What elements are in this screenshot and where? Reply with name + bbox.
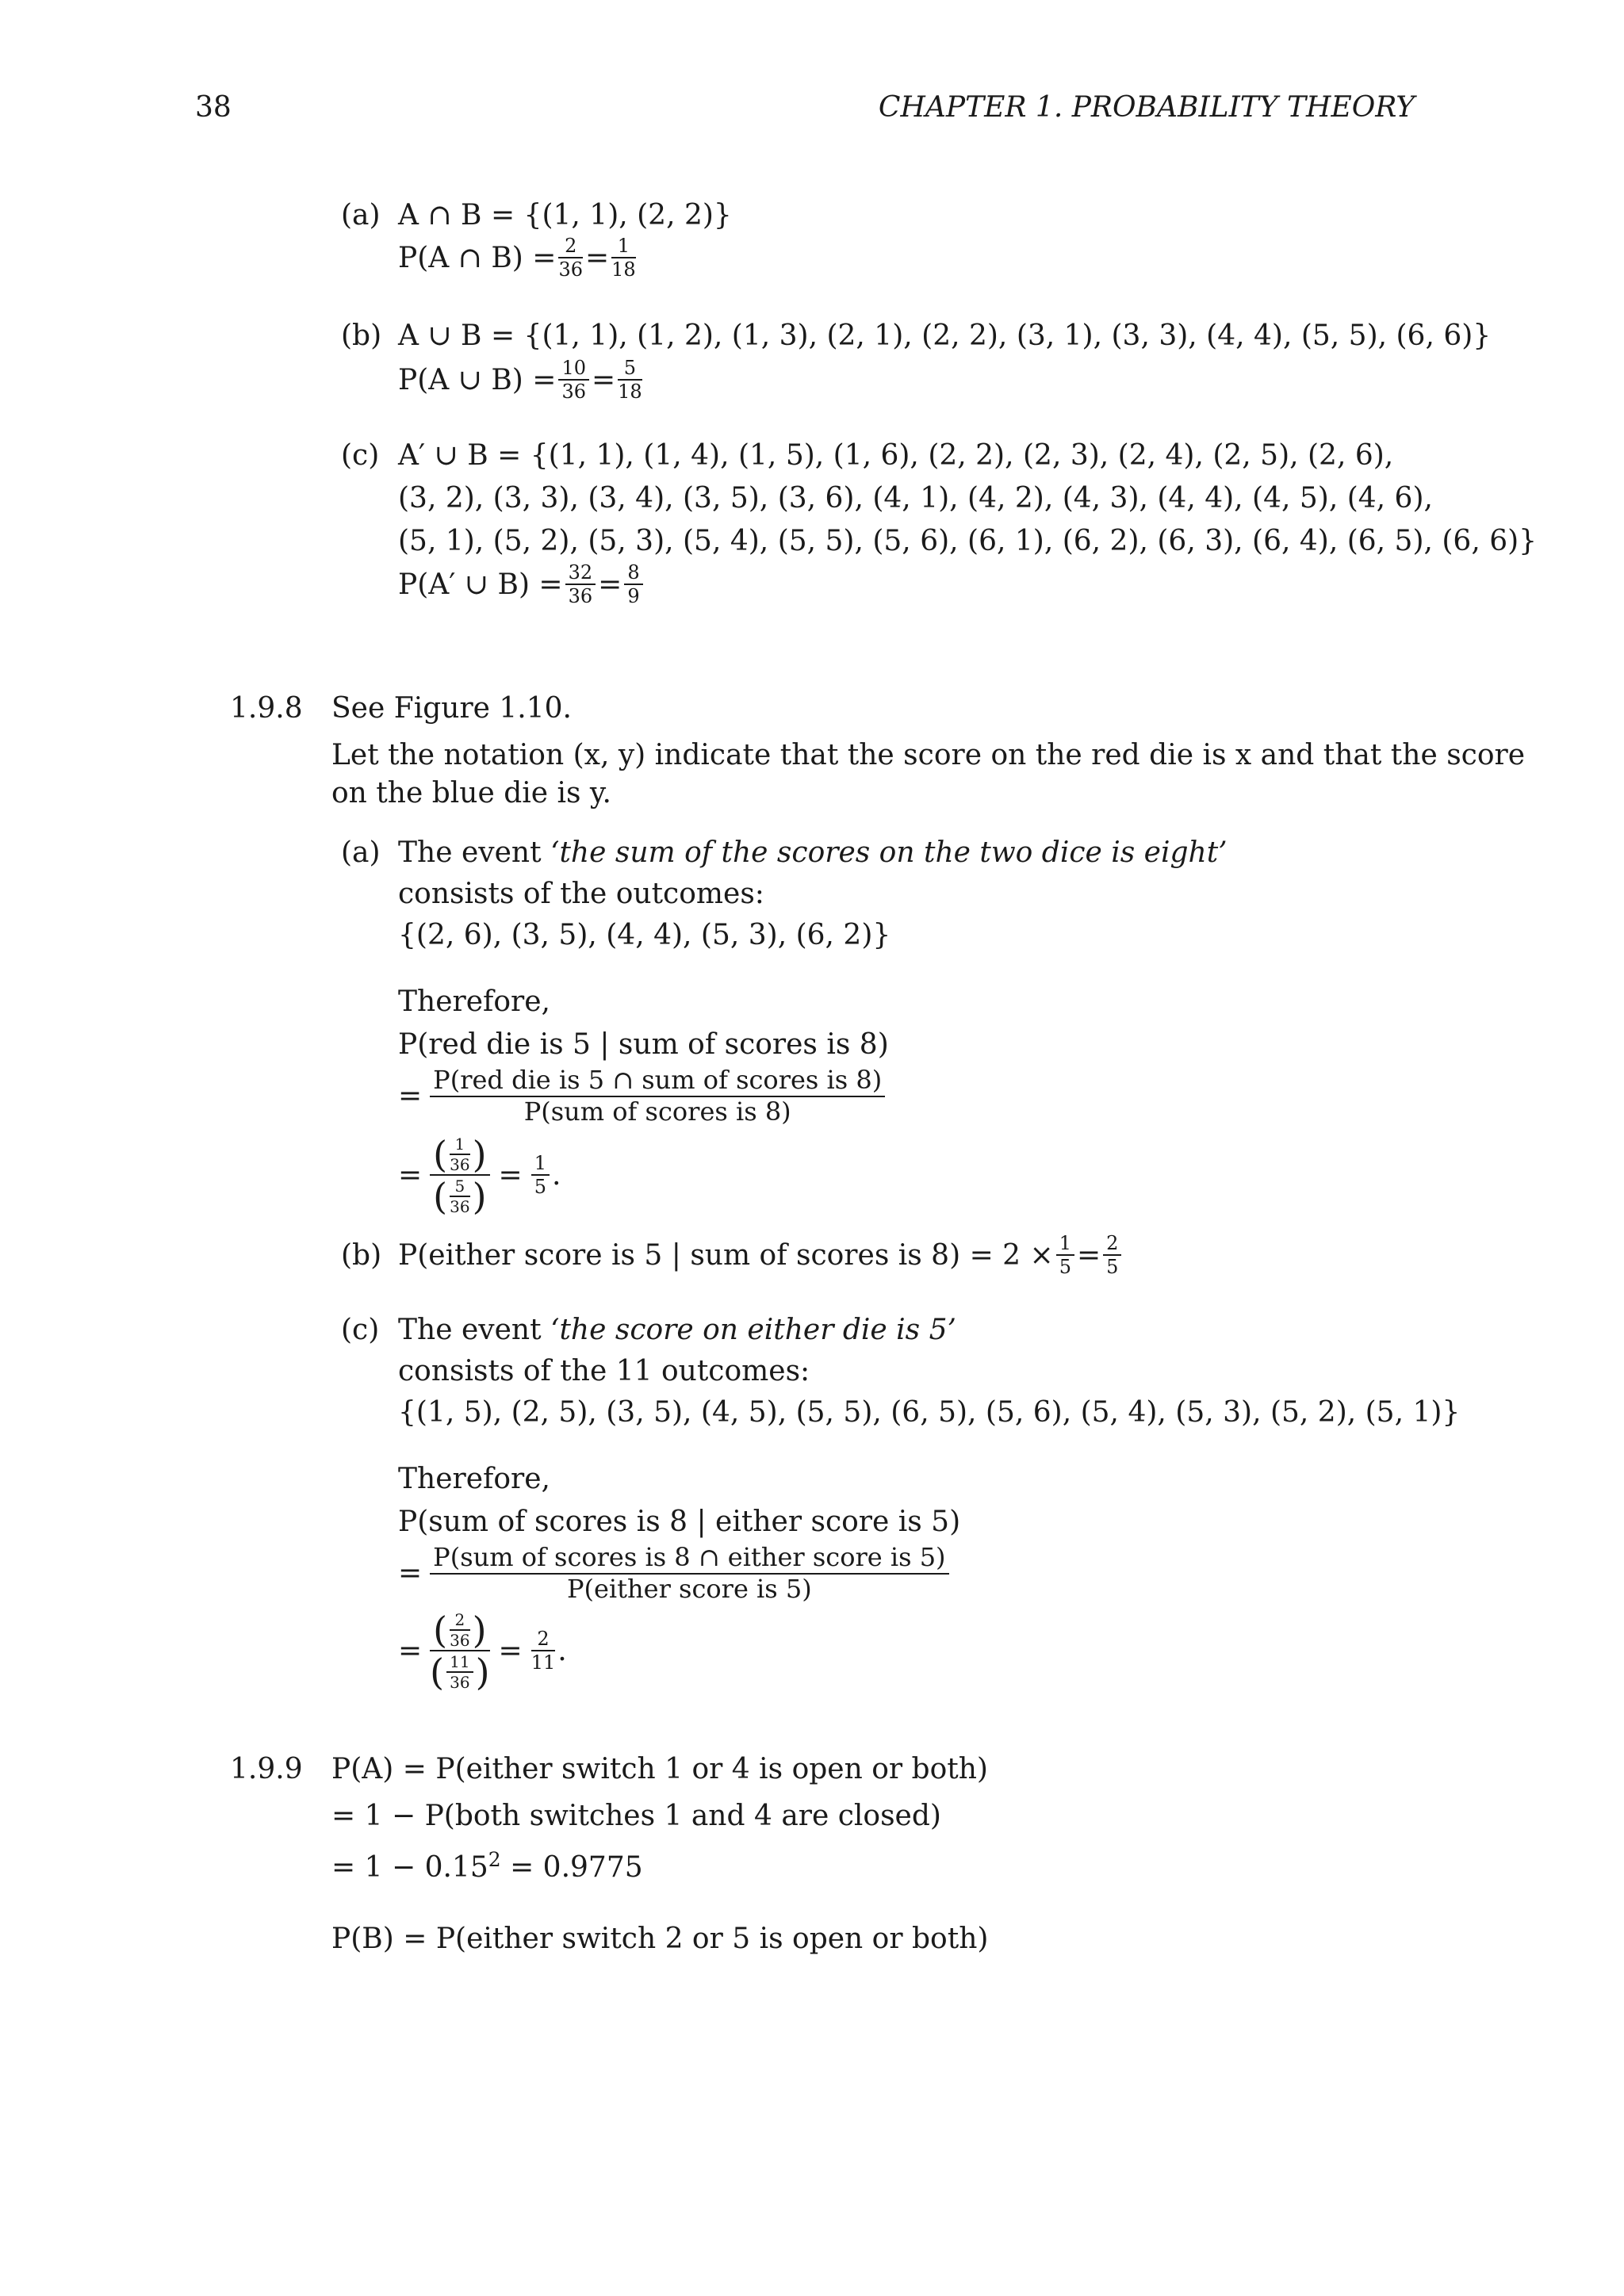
- see-figure-text: See Figure 1.10.: [331, 692, 572, 725]
- fraction-numerator: ( $\frac{1}{36}$ ): [430, 1135, 489, 1176]
- fraction: [618, 358, 642, 402]
- equals-sign: =: [398, 1158, 423, 1192]
- event-description: ‘the score on either die is 5’: [550, 1314, 956, 1346]
- fraction-numerator: P(red die is 5 ∩ sum of scores is 8): [430, 1067, 885, 1097]
- fraction-denominator: 5: [1059, 1256, 1071, 1279]
- equals-sign: =: [584, 241, 610, 274]
- fraction: [624, 563, 642, 607]
- part-a-probability: [398, 236, 638, 280]
- notation-line-1: Let the notation (x, y) indicate that the score on the red die is x and that the score: [331, 739, 1526, 771]
- s198-a-event: [398, 836, 1228, 869]
- equals-sign: =: [498, 1158, 523, 1192]
- s199-line-3-pre: = 1 − 0.15: [331, 1851, 488, 1884]
- fraction-numerator: P(sum of scores is 8 ∩ either score is 5): [430, 1544, 948, 1575]
- part-b-set: A ∪ B = {(1, 1), (1, 2), (1, 3), (2, 1), (2, 2), (3, 1), (3, 3), (4, 4), (5, 5), (6, 6)}: [398, 320, 1492, 352]
- fraction-denominator: 11: [530, 1651, 556, 1674]
- exponent: 2: [488, 1848, 501, 1871]
- part-b-label: (b): [341, 320, 382, 352]
- s198-c-outcomes: {(1, 5), (2, 5), (3, 5), (4, 5), (5, 5), (6, 5), (5, 6), (5, 4), (5, 3), (5, 2), (5, 1)}: [398, 1396, 1461, 1429]
- fraction: [430, 1067, 885, 1125]
- part-a-label: (a): [341, 199, 381, 232]
- period: .: [551, 1158, 561, 1192]
- compound-fraction: [430, 1611, 489, 1692]
- fraction-numerator: 2: [531, 1629, 556, 1651]
- fraction-numerator: 1: [531, 1154, 550, 1176]
- fraction-denominator: ( $\frac{11}{36}$ ): [430, 1651, 490, 1694]
- s198-a-conditional: P(red die is 5 | sum of scores is 8): [398, 1028, 889, 1061]
- fraction-denominator: 5: [1106, 1256, 1119, 1279]
- part-c-probability: [398, 563, 645, 607]
- s198-c-consists: consists of the 11 outcomes:: [398, 1355, 810, 1387]
- part-c-set-line-2: (3, 2), (3, 3), (3, 4), (3, 5), (3, 6), (4, 1), (4, 2), (4, 3), (4, 4), (4, 5), (4, 6),: [398, 482, 1433, 515]
- fraction-denominator: 5: [534, 1176, 546, 1199]
- fraction-numerator: 5: [450, 1178, 469, 1197]
- fraction-numerator: 1: [611, 236, 636, 258]
- notation-line-2: on the blue die is y.: [331, 777, 611, 809]
- part-c-set-line-3: (5, 1), (5, 2), (5, 3), (5, 4), (5, 5), (5, 6), (6, 1), (6, 2), (6, 3), (6, 4), (6, 5), (6, 6)}: [398, 525, 1538, 557]
- fraction: [1056, 1234, 1074, 1277]
- event-prefix: The event: [398, 1314, 542, 1346]
- fraction-denominator: 36: [568, 585, 593, 608]
- s198-a-therefore: Therefore,: [398, 985, 550, 1018]
- s198-a-outcomes: {(2, 6), (3, 5), (4, 4), (5, 3), (6, 2)}: [398, 919, 891, 951]
- fraction-denominator: 36: [450, 1196, 470, 1216]
- equals-sign: =: [1076, 1238, 1101, 1272]
- fraction-denominator: P(either score is 5): [566, 1573, 812, 1604]
- fraction: [531, 1629, 556, 1673]
- s198-a-consists: consists of the outcomes:: [398, 878, 764, 910]
- event-description: ‘the sum of the scores on the two dice is eight’: [550, 836, 1228, 869]
- fraction-denominator: 36: [558, 258, 583, 281]
- fraction-numerator: 2: [558, 236, 583, 258]
- fraction-denominator: 36: [450, 1672, 470, 1692]
- part-c-label: (c): [341, 439, 380, 472]
- equals-sign: =: [498, 1634, 523, 1667]
- fraction-denominator: 18: [618, 381, 642, 404]
- fraction: [1103, 1234, 1121, 1277]
- s198-c-therefore: Therefore,: [398, 1463, 550, 1495]
- fraction-numerator: 1: [1056, 1234, 1074, 1256]
- s198-b-text: P(either score is 5 | sum of scores is 8) = 2 ×: [398, 1238, 1054, 1272]
- fraction: [558, 358, 589, 402]
- equals-sign: =: [398, 1079, 423, 1112]
- fraction-numerator: 32: [565, 563, 596, 585]
- compound-fraction: [430, 1133, 489, 1219]
- s199-line-2: = 1 − P(both switches 1 and 4 are closed): [331, 1800, 941, 1832]
- s198-b-label: (b): [341, 1239, 382, 1272]
- s198-a-label: (a): [341, 836, 381, 869]
- part-b-probability: [398, 358, 645, 402]
- fraction-numerator: ( $\frac{2}{36}$ ): [430, 1611, 489, 1651]
- s199-line-1: P(A) = P(either switch 1 or 4 is open or both): [331, 1753, 988, 1785]
- fraction-numerator: 1: [450, 1136, 469, 1155]
- exercise-number-1-9-8: 1.9.8: [230, 692, 303, 725]
- s198-a-result: [398, 1133, 561, 1219]
- fraction-denominator: 9: [627, 585, 640, 608]
- part-c-set-line-1: A′ ∪ B = {(1, 1), (1, 4), (1, 5), (1, 6), (2, 2), (2, 3), (2, 4), (2, 5), (2, 6),: [398, 439, 1394, 472]
- running-title: CHAPTER 1. PROBABILITY THEORY: [878, 91, 1415, 124]
- part-a-prob-lhs: P(A ∩ B) =: [398, 241, 557, 274]
- page-number: 38: [195, 91, 232, 124]
- part-c-prob-lhs: P(A′ ∪ B) =: [398, 568, 563, 601]
- s198-c-label: (c): [341, 1314, 380, 1346]
- fraction-denominator: 18: [611, 258, 636, 281]
- fraction: [565, 563, 596, 607]
- equals-sign: =: [398, 1556, 423, 1590]
- fraction-denominator: 36: [450, 1154, 470, 1174]
- fraction-denominator: 36: [450, 1630, 470, 1650]
- fraction: [558, 236, 583, 280]
- s199-line-3-post: = 0.9775: [500, 1851, 643, 1884]
- fraction-numerator: 2: [1103, 1234, 1121, 1256]
- fraction-numerator: 10: [558, 358, 589, 381]
- s198-c-conditional: P(sum of scores is 8 | either score is 5): [398, 1506, 961, 1538]
- s198-b-statement: [398, 1234, 1124, 1277]
- exercise-number-1-9-9: 1.9.9: [230, 1753, 303, 1785]
- s198-c-result: [398, 1611, 567, 1692]
- part-a-set: A ∩ B = {(1, 1), (2, 2)}: [398, 199, 732, 232]
- fraction: [611, 236, 636, 280]
- equals-sign: =: [598, 568, 622, 601]
- period: .: [557, 1634, 567, 1667]
- fraction-numerator: 2: [450, 1612, 469, 1631]
- fraction-numerator: 5: [618, 358, 642, 381]
- fraction-denominator: 36: [561, 381, 586, 404]
- fraction-denominator: P(sum of scores is 8): [523, 1096, 791, 1127]
- s198-a-ratio: [398, 1067, 887, 1125]
- fraction-numerator: 8: [624, 563, 642, 585]
- s199-line-3: [331, 1850, 643, 1882]
- equals-sign: =: [591, 363, 616, 396]
- s198-c-event: [398, 1316, 956, 1345]
- fraction: [531, 1154, 550, 1197]
- s198-c-ratio: [398, 1544, 952, 1602]
- event-prefix: The event: [398, 836, 542, 869]
- fraction-numerator: 11: [446, 1654, 473, 1673]
- s199-line-4: P(B) = P(either switch 2 or 5 is open or both): [331, 1923, 989, 1955]
- equals-sign: =: [398, 1634, 423, 1667]
- fraction: [430, 1544, 948, 1602]
- part-b-prob-lhs: P(A ∪ B) =: [398, 363, 557, 396]
- fraction-denominator: ( $\frac{5}{36}$ ): [433, 1175, 487, 1219]
